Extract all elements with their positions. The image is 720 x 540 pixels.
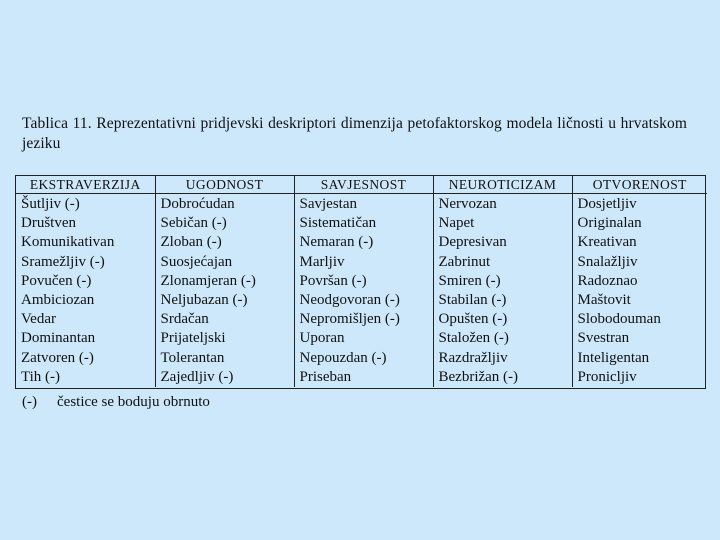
table-cell: Zajedljiv (-) — [155, 368, 294, 387]
table-cell: Neodgovoran (-) — [294, 291, 433, 310]
table-row — [16, 291, 707, 310]
table-cell: Dobroćudan — [155, 194, 294, 215]
table-cell: Tolerantan — [155, 349, 294, 368]
descriptor-table — [15, 175, 706, 389]
table-cell: Prijateljski — [155, 329, 294, 348]
header-row — [16, 176, 707, 194]
table-row — [16, 329, 707, 348]
footnote-text: čestice se boduju obrnuto — [57, 394, 210, 410]
table-cell: Sebičan (-) — [155, 214, 294, 233]
table-row — [16, 368, 707, 387]
table-cell: Zlonamjeran (-) — [155, 272, 294, 291]
table-cell: Dominantan — [21, 330, 96, 347]
table-caption: Tablica 11. Reprezentativni pridjevski deskriptori dimenzija petofaktorskog modela ličnosti u hrvatskom jeziku — [22, 115, 687, 152]
table-cell: Dosjetljiv — [572, 194, 707, 215]
table-cell: Zloban (-) — [155, 233, 294, 252]
table-cell: Šutljiv (-) — [21, 196, 80, 213]
table-cell: Radoznao — [572, 272, 707, 291]
table-cell: Nemaran (-) — [294, 233, 433, 252]
table-cell: Društven — [21, 215, 76, 232]
table-cell: Nepromišljen (-) — [294, 310, 433, 329]
table-cell: Maštovit — [572, 291, 707, 310]
table-cell: Zatvoren (-) — [21, 349, 94, 366]
table-cell: Priseban — [294, 368, 433, 387]
table-cell: Ambiciozan — [21, 292, 95, 309]
table-cell: Opušten (-) — [433, 310, 572, 329]
table-cell: Razdražljiv — [433, 349, 572, 368]
table-cell: Slobodouman — [572, 310, 707, 329]
table-cell: Pronicljiv — [572, 368, 707, 387]
footnote-mark: (-) — [22, 394, 37, 410]
table-body — [16, 194, 707, 387]
table-cell: Smiren (-) — [433, 272, 572, 291]
table-cell: Srdačan — [155, 310, 294, 329]
table-cell: Nervozan — [433, 194, 572, 215]
table-row — [16, 310, 707, 329]
table-cell: Tih (-) — [21, 368, 61, 385]
table-cell: Komunikativan — [21, 234, 115, 251]
column-header-neuroticizam: NEUROTICIZAM — [433, 176, 572, 194]
table-cell: Suosjećajan — [155, 253, 294, 272]
table-cell: Uporan — [294, 329, 433, 348]
table-cell: Inteligentan — [572, 349, 707, 368]
table-cell: Depresivan — [433, 233, 572, 252]
table-cell: Neljubazan (-) — [155, 291, 294, 310]
table-cell: Kreativan — [572, 233, 707, 252]
column-header-otvorenost: OTVORENOST — [572, 176, 707, 194]
table-cell: Bezbrižan (-) — [433, 368, 572, 387]
column-header-ekstraverzija: EKSTRAVERZIJA — [16, 176, 155, 194]
table-row — [16, 253, 707, 272]
table-row — [16, 349, 707, 368]
table-cell: Originalan — [572, 214, 707, 233]
descriptor-grid — [16, 176, 707, 387]
table-cell: Svestran — [572, 329, 707, 348]
table-row — [16, 194, 707, 215]
table-cell: Zabrinut — [433, 253, 572, 272]
table-cell: Povučen (-) — [21, 272, 92, 289]
table-cell: Snalažljiv — [572, 253, 707, 272]
table-cell: Marljiv — [294, 253, 433, 272]
column-header-savjesnost: SAVJESNOST — [294, 176, 433, 194]
column-header-ugodnost: UGODNOST — [155, 176, 294, 194]
footnote — [22, 393, 210, 412]
table-row — [16, 272, 707, 291]
table-row — [16, 214, 707, 233]
table-cell: Vedar — [21, 311, 56, 328]
table-cell: Površan (-) — [294, 272, 433, 291]
table-cell: Sramežljiv (-) — [21, 253, 105, 270]
table-cell: Sistematičan — [294, 214, 433, 233]
table-row — [16, 233, 707, 252]
table-cell: Napet — [433, 214, 572, 233]
table-cell: Stabilan (-) — [433, 291, 572, 310]
table-cell: Staložen (-) — [433, 329, 572, 348]
table-cell: Nepouzdan (-) — [294, 349, 433, 368]
table-cell: Savjestan — [294, 194, 433, 215]
